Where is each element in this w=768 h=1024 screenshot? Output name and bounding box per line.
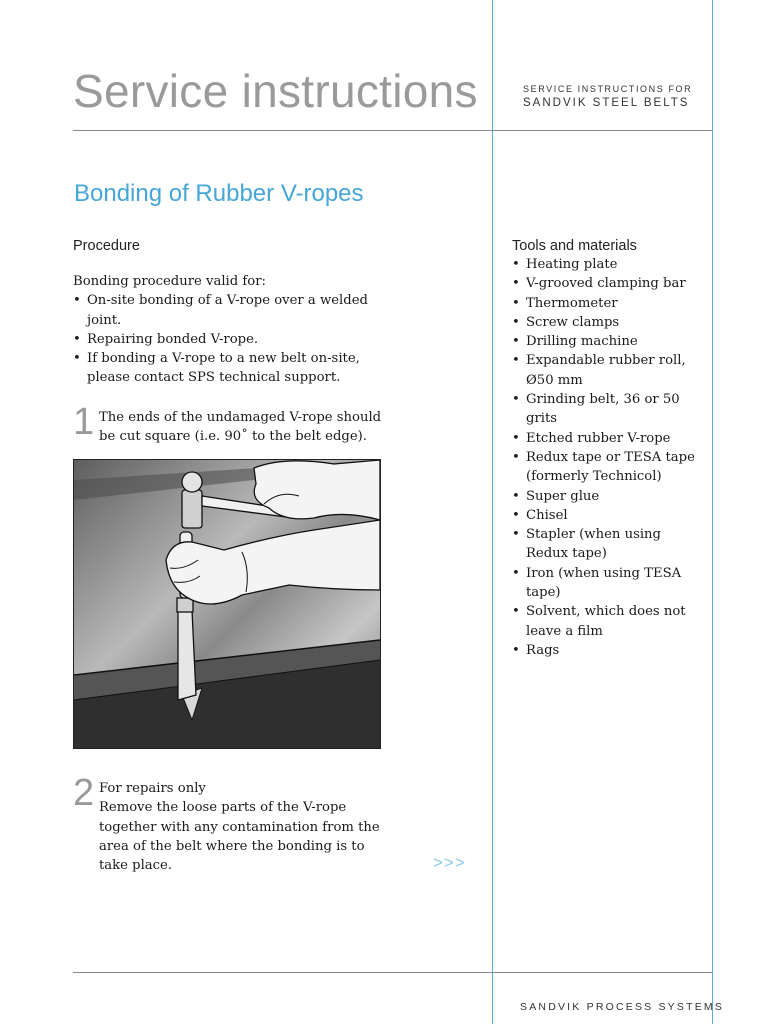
header-rule bbox=[73, 130, 712, 131]
list-item: • Super glue bbox=[512, 487, 702, 506]
list-item: • Grinding belt, 36 or 50 grits bbox=[512, 390, 702, 429]
list-item: • Screw clamps bbox=[512, 313, 702, 332]
list-item: • Repairing bonded V-rope. bbox=[73, 330, 393, 349]
tools-panel bbox=[512, 238, 702, 660]
list-item: • Iron (when using TESA tape) bbox=[512, 564, 702, 603]
procedure-intro bbox=[73, 272, 393, 388]
continue-arrows-icon: >>> bbox=[433, 853, 466, 872]
procedure-list bbox=[73, 291, 393, 387]
step-number: 2 bbox=[73, 772, 95, 814]
list-item: • Etched rubber V-rope bbox=[512, 429, 702, 448]
footer-brand: SANDVIK PROCESS SYSTEMS bbox=[520, 1001, 725, 1013]
step-number: 1 bbox=[73, 401, 95, 443]
column-divider-right bbox=[712, 0, 713, 1024]
header-brand: SANDVIK STEEL BELTS bbox=[523, 97, 690, 109]
list-item: • Redux tape or TESA tape (formerly Technicol) bbox=[512, 448, 702, 487]
header-kicker: SERVICE INSTRUCTIONS FOR bbox=[523, 84, 693, 94]
column-divider-left bbox=[492, 0, 493, 1024]
chisel-illustration bbox=[73, 459, 381, 749]
section-title: Bonding of Rubber V-ropes bbox=[74, 180, 364, 207]
list-item: • V-grooved clamping bar bbox=[512, 274, 702, 293]
step-text bbox=[99, 779, 393, 875]
procedure-heading: Procedure bbox=[73, 238, 140, 254]
list-item: • Stapler (when using Redux tape) bbox=[512, 525, 702, 564]
step-1 bbox=[73, 401, 393, 447]
step-text: The ends of the undamaged V-rope should be cut square (i.e. 90˚ to the belt edge). bbox=[99, 410, 382, 445]
step-instruction: Remove the loose parts of the V-rope together with any contamination from the area of the belt where the bonding is to take place. bbox=[99, 800, 380, 874]
list-item: • On-site bonding of a V-rope over a welded joint. bbox=[73, 291, 393, 330]
list-item: • Rags bbox=[512, 641, 702, 660]
list-item: • Chisel bbox=[512, 506, 702, 525]
list-item: • Solvent, which does not leave a film bbox=[512, 602, 702, 641]
step-note: For repairs only bbox=[99, 781, 206, 796]
list-item: • Drilling machine bbox=[512, 332, 702, 351]
list-item: • Expandable rubber roll, Ø50 mm bbox=[512, 351, 702, 390]
list-item: • Thermometer bbox=[512, 294, 702, 313]
step-2 bbox=[73, 772, 393, 875]
list-item: • If bonding a V-rope to a new belt on-site, please contact SPS technical support. bbox=[73, 349, 393, 388]
page-title: Service instructions bbox=[73, 65, 478, 117]
tools-list bbox=[512, 255, 702, 660]
procedure-intro-text: Bonding procedure valid for: bbox=[73, 274, 266, 289]
list-item: • Heating plate bbox=[512, 255, 702, 274]
chisel-drawing bbox=[74, 460, 380, 748]
footer-rule bbox=[73, 972, 712, 973]
tools-heading: Tools and materials bbox=[512, 238, 637, 254]
